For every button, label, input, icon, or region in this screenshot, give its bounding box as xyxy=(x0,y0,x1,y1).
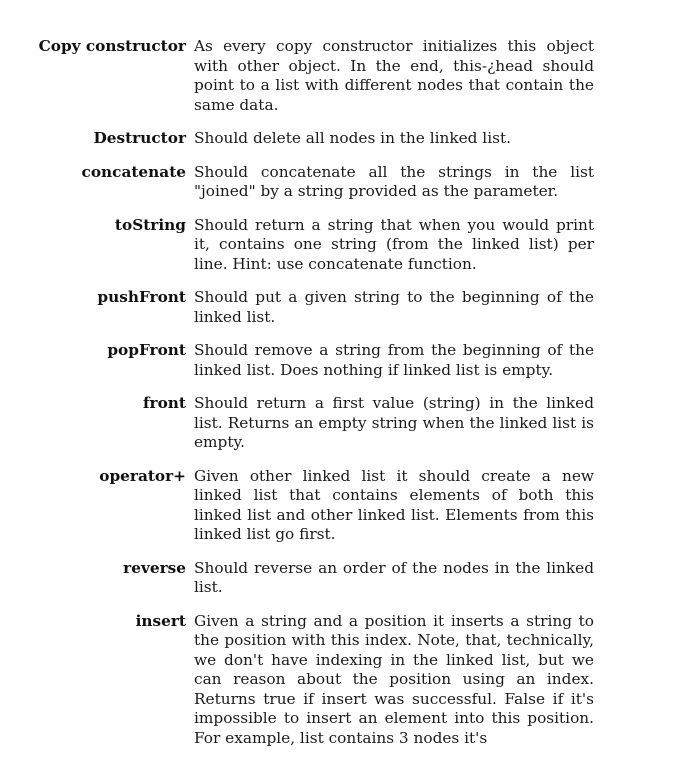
entry-copy-constructor xyxy=(0,37,700,115)
term-concatenate: concatenate xyxy=(81,162,186,181)
term-copy-constructor: Copy constructor xyxy=(38,37,186,55)
description-concatenate: Should concatenate all the strings in the list "joined" by a string provided as the parameter. xyxy=(194,162,594,200)
document-page xyxy=(0,37,700,762)
term-insert: insert xyxy=(135,611,186,630)
entry-destructor xyxy=(0,129,700,149)
term-popfront: popFront xyxy=(107,341,186,359)
entry-reverse xyxy=(0,559,700,598)
entry-tostring xyxy=(0,216,700,275)
description-reverse: Should reverse an order of the nodes in the linked list. xyxy=(194,558,594,596)
description-front: Should return a first value (string) in the linked list. Returns an empty string when the linked list is empty. xyxy=(194,394,594,451)
description-copy-constructor: As every copy constructor initializes this object with other object. In the end, this-¿head should point to a list with different nodes that contain the same data. xyxy=(194,37,594,114)
entry-operator-plus xyxy=(0,467,700,545)
entry-insert xyxy=(0,612,700,749)
term-operator-plus: operator+ xyxy=(99,466,186,485)
description-pushfront: Should put a given string to the beginning of the linked list. xyxy=(194,288,594,326)
description-insert: Given a string and a position it inserts a string to the position with this index. Note, that, technically, we don't have indexing in the linked list, but we can reason about the position using an index. Returns true if insert was successful. False if it's impossible to insert an element into this position. For example, list contains 3 nodes it's xyxy=(194,611,594,747)
term-reverse: reverse xyxy=(123,558,186,577)
description-operator-plus: Given other linked list it should create a new linked list that contains elements of both this linked list and other linked list. Elements from this linked list go first. xyxy=(194,466,594,543)
entry-front xyxy=(0,394,700,453)
term-pushfront: pushFront xyxy=(97,288,186,306)
entry-pushfront xyxy=(0,288,700,327)
term-tostring: toString xyxy=(114,215,186,234)
entry-popfront xyxy=(0,341,700,380)
description-destructor: Should delete all nodes in the linked list. xyxy=(194,129,511,147)
term-front: front xyxy=(142,394,186,412)
description-tostring: Should return a string that when you would print it, contains one string (from the linked list) per line. Hint: use concatenate function. xyxy=(194,215,594,273)
description-popfront: Should remove a string from the beginning of the linked list. Does nothing if linked list is empty. xyxy=(194,341,594,379)
term-destructor: Destructor xyxy=(93,129,186,147)
entry-concatenate xyxy=(0,163,700,202)
